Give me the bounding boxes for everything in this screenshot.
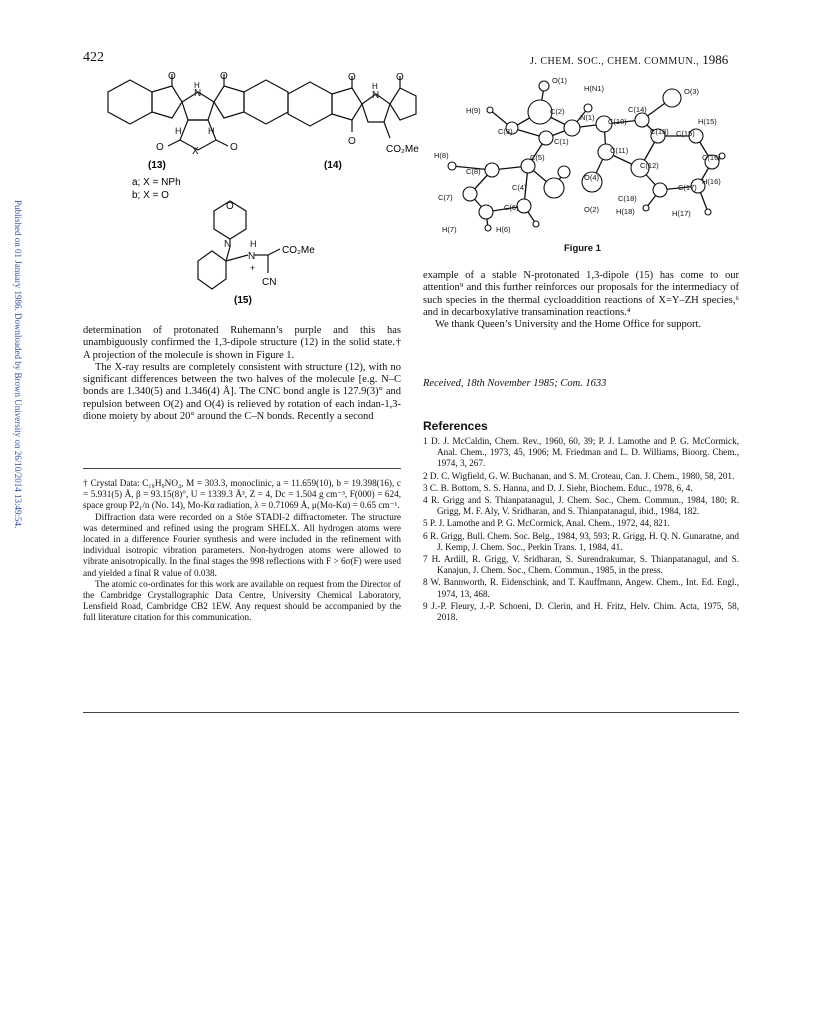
svg-text:H: H — [208, 126, 215, 136]
left-paragraph-2: The X-ray results are completely consistent with structure (12), with no significant differences between the two halves of the molecule [e.g. N–C bonds are 1.340(5) and 1.346(4) Å]. The CNC bond angle is 127.9(3)° and repulsion between O(2) and O(4) is relieved by rotation of each indan-1,3-dione moiety by about 20° around the C–N bonds. Recently a second — [83, 361, 401, 423]
atom-label: H(N1) — [584, 84, 604, 93]
atom-label: H(7) — [442, 225, 457, 234]
atom-label: H(18) — [616, 207, 635, 216]
figure-1-projection — [432, 76, 732, 238]
structure-15-drawing — [190, 195, 370, 310]
footnote-rule — [83, 468, 401, 469]
c14-left-ring — [332, 88, 362, 120]
c13-left-ring — [152, 86, 182, 118]
atom-label: C(5) — [530, 153, 545, 162]
c15-label: (15) — [234, 295, 252, 306]
atom-label: N(1) — [580, 113, 595, 122]
svg-text:H: H — [194, 81, 200, 90]
c15-cyclohexene — [198, 251, 226, 289]
svg-text:N: N — [194, 88, 202, 99]
footnote-diffraction: Diffraction data were recorded on a Stöe STADI-2 diffractometer. The structure was determined and refined using the program SHELX. All hydrogen atoms were located in a difference Fourier synthesis and were included in the refinement with individual isotropic vibration parameters. Non-hydrogen atoms were allowed to vibrate anisotropically. In the final stages the 998 reflections with F > 6σ(F) were used and yielded a final R value of 0.038. — [83, 511, 401, 578]
c14-left-benzene — [288, 82, 332, 126]
atom-label: C(3) — [498, 127, 513, 136]
c15-ester: CO₂Me — [282, 245, 315, 256]
atom-label: C(18) — [618, 194, 637, 203]
provenance-sidebar — [3, 200, 23, 600]
atom-label: O(3) — [684, 87, 699, 96]
atom-label: O(4) — [584, 173, 599, 182]
atom-label: O(2) — [584, 205, 599, 214]
svg-text:N: N — [224, 239, 232, 250]
c13-variant-b: b; X = O — [132, 190, 169, 200]
c13-right-benzene — [244, 80, 288, 124]
svg-text:N: N — [372, 90, 380, 101]
left-column-body — [83, 325, 401, 423]
references-heading: References — [423, 419, 488, 433]
reference-item: 5 P. J. Lamothe and P. G. McCormick, Anal. Chem., 1972, 44, 821. — [423, 518, 670, 529]
provenance-text: Published on 01 January 1986. Downloaded by Brown University on 26/10/2014 13:49:54. — [13, 200, 23, 529]
svg-text:O: O — [230, 142, 238, 153]
reference-item: 9 J.-P. Fleury, J.-P. Schoeni, D. Clerin, and H. Fritz, Helv. Chim. Acta, 1975, 58, 2018. — [423, 600, 739, 623]
right-column-body — [423, 270, 739, 331]
svg-text:+: + — [250, 263, 256, 273]
footnote-crystal-data: † Crystal Data: C₁₈H₉NO₄, M = 303.3, monoclinic, a = 11.659(10), b = 19.398(16), c = 5.931(5) Å, β = 93.15(8)°, U = 1339.3 Å³, Z = 4, Dc = 1.504 g cm⁻³, F(000) = 624, space group P2₁/n (No. 14), Mo-Kα radiation, λ = 0.71069 Å, μ(Mo-Kα) = 0.65 cm⁻¹. — [83, 478, 401, 511]
atom-label: C(17) — [678, 183, 697, 192]
atom-label: C(11) — [610, 146, 629, 155]
reference-item: 4 R. Grigg and S. Thianpatanagul, J. Chem. Soc., Chem. Commun., 1984, 180; R. Grigg, M. F. Aly, V. Sridharan, and S. Thianpatanagul, ibid., 1984, 182. — [423, 495, 739, 517]
svg-text:O: O — [168, 71, 176, 82]
atom-label: C(6) — [504, 203, 519, 212]
left-footnotes — [83, 478, 401, 624]
journal-year: 1986 — [702, 52, 729, 67]
atom-label: C(13) — [650, 127, 669, 136]
reference-item: 2 D. C. Wigfield, G. W. Buchanan, and S. M. Croteau, Can. J. Chem., 1980, 58, 201. — [423, 470, 735, 481]
page-number: 422 — [83, 50, 104, 65]
structure-13-14-drawing — [90, 70, 420, 200]
acknowledgement: We thank Queen’s University and the Home Office for support. — [435, 319, 702, 331]
references-list — [423, 436, 739, 624]
c13-variant-a: a; X = NPh — [132, 177, 181, 188]
atom-label: O(1) — [552, 76, 567, 85]
atom-label: C(2) — [550, 107, 565, 116]
reference-item: 1 D. J. McCaldin, Chem. Rev., 1960, 60, 39; P. J. Lamothe and P. G. McCormick, Anal. Chem., 1973, 45, 1906; M. Friedman and L. D. Williams, Bioorg. Chem., 1974, 3, 267. — [423, 436, 739, 469]
svg-text:O: O — [348, 136, 356, 147]
svg-text:H: H — [372, 82, 378, 91]
atom-label: H(15) — [698, 117, 717, 126]
svg-text:O: O — [396, 72, 404, 83]
atom-label: H(9) — [466, 106, 481, 115]
c14-ester: CO₂Me — [386, 144, 419, 155]
figure-1-caption: Figure 1 — [564, 243, 601, 254]
c14-label: (14) — [324, 160, 342, 171]
c13-label: (13) — [148, 160, 166, 171]
c13-right-ring — [214, 86, 244, 118]
reference-item: 6 R. Grigg, Bull. Chem. Soc. Belg., 1984, 93, 593; R. Grigg, H. Q. N. Gunaratne, and J. Kemp, J. Chem. Soc., Perkin Trans. 1, 1984, 41. — [423, 530, 739, 552]
page-bottom-rule — [83, 712, 739, 713]
atom-label: C(7) — [438, 193, 453, 202]
left-paragraph-1: determination of protonated Ruhemann’s purple and this has unambiguously confirmed the 1,3-dipole structure (12) in the solid state.† A projection of the molecule is shown in Figure 1. — [83, 325, 401, 361]
received-line: Received, 18th November 1985; Com. 1633 — [423, 378, 607, 389]
atom-label: C(10) — [608, 117, 627, 126]
atom-o1 — [528, 100, 552, 124]
c13-left-benzene — [108, 80, 152, 124]
atom-label: C(1) — [554, 137, 569, 146]
right-paragraph-1: example of a stable N-protonated 1,3-dipole (15) has come to our attention⁹ and this further reinforces our proposals for the intermediacy of such species in the thermal cycloaddition reactions of X=Y–ZH species,⁶ and in decarboxylative transamination reactions.⁴ — [423, 270, 739, 318]
journal-header — [530, 52, 728, 68]
svg-text:N: N — [248, 251, 256, 262]
c14-right-ring — [390, 88, 416, 120]
c15-nitrile: CN — [262, 277, 277, 288]
svg-text:X: X — [192, 146, 199, 157]
atom-label: C(14) — [628, 105, 647, 114]
svg-text:O: O — [348, 72, 356, 83]
svg-text:H: H — [175, 126, 182, 136]
atom-label: C(12) — [640, 161, 659, 170]
svg-text:O: O — [156, 142, 164, 153]
reference-item: 7 H. Ardill, R. Grigg, V. Sridharan, S. Surendrakumar, S. Thianpatanagul, and S. Kanajun, J. Chem. Soc., Chem. Commun., 1985, in the press. — [423, 554, 739, 576]
svg-text:O: O — [226, 201, 234, 212]
atom-label: C(15) — [676, 129, 695, 138]
reference-item: 3 C. B. Bottom, S. S. Hanna, and D. J. Siehr, Biochem. Educ., 1978, 6, 4. — [423, 482, 693, 493]
journal-name: J. CHEM. SOC., CHEM. COMMUN., — [530, 56, 700, 67]
atom-label: C(8) — [466, 167, 481, 176]
atom-label: H(6) — [496, 225, 511, 234]
atom-label: H(17) — [672, 209, 691, 218]
atom-label: C(16) — [702, 153, 721, 162]
svg-text:H: H — [250, 239, 257, 249]
atom-label: C(4) — [512, 183, 527, 192]
svg-text:O: O — [220, 71, 228, 82]
atom-label: H(16) — [702, 177, 721, 186]
footnote-coordinates: The atomic co-ordinates for this work are available on request from the Director of the Cambridge Crystallographic Data Centre, University Chemical Laboratory, Lensfield Road, Cambridge CB2 1EW. Any request should be accompanied by the full literature citation for this communication. — [83, 578, 401, 623]
atom-label: H(8) — [434, 151, 449, 160]
reference-item: 8 W. Bannworth, R. Eidenschink, and T. Kauffmann, Angew. Chem., Int. Ed. Engl., 1974, 13, 468. — [423, 577, 739, 599]
